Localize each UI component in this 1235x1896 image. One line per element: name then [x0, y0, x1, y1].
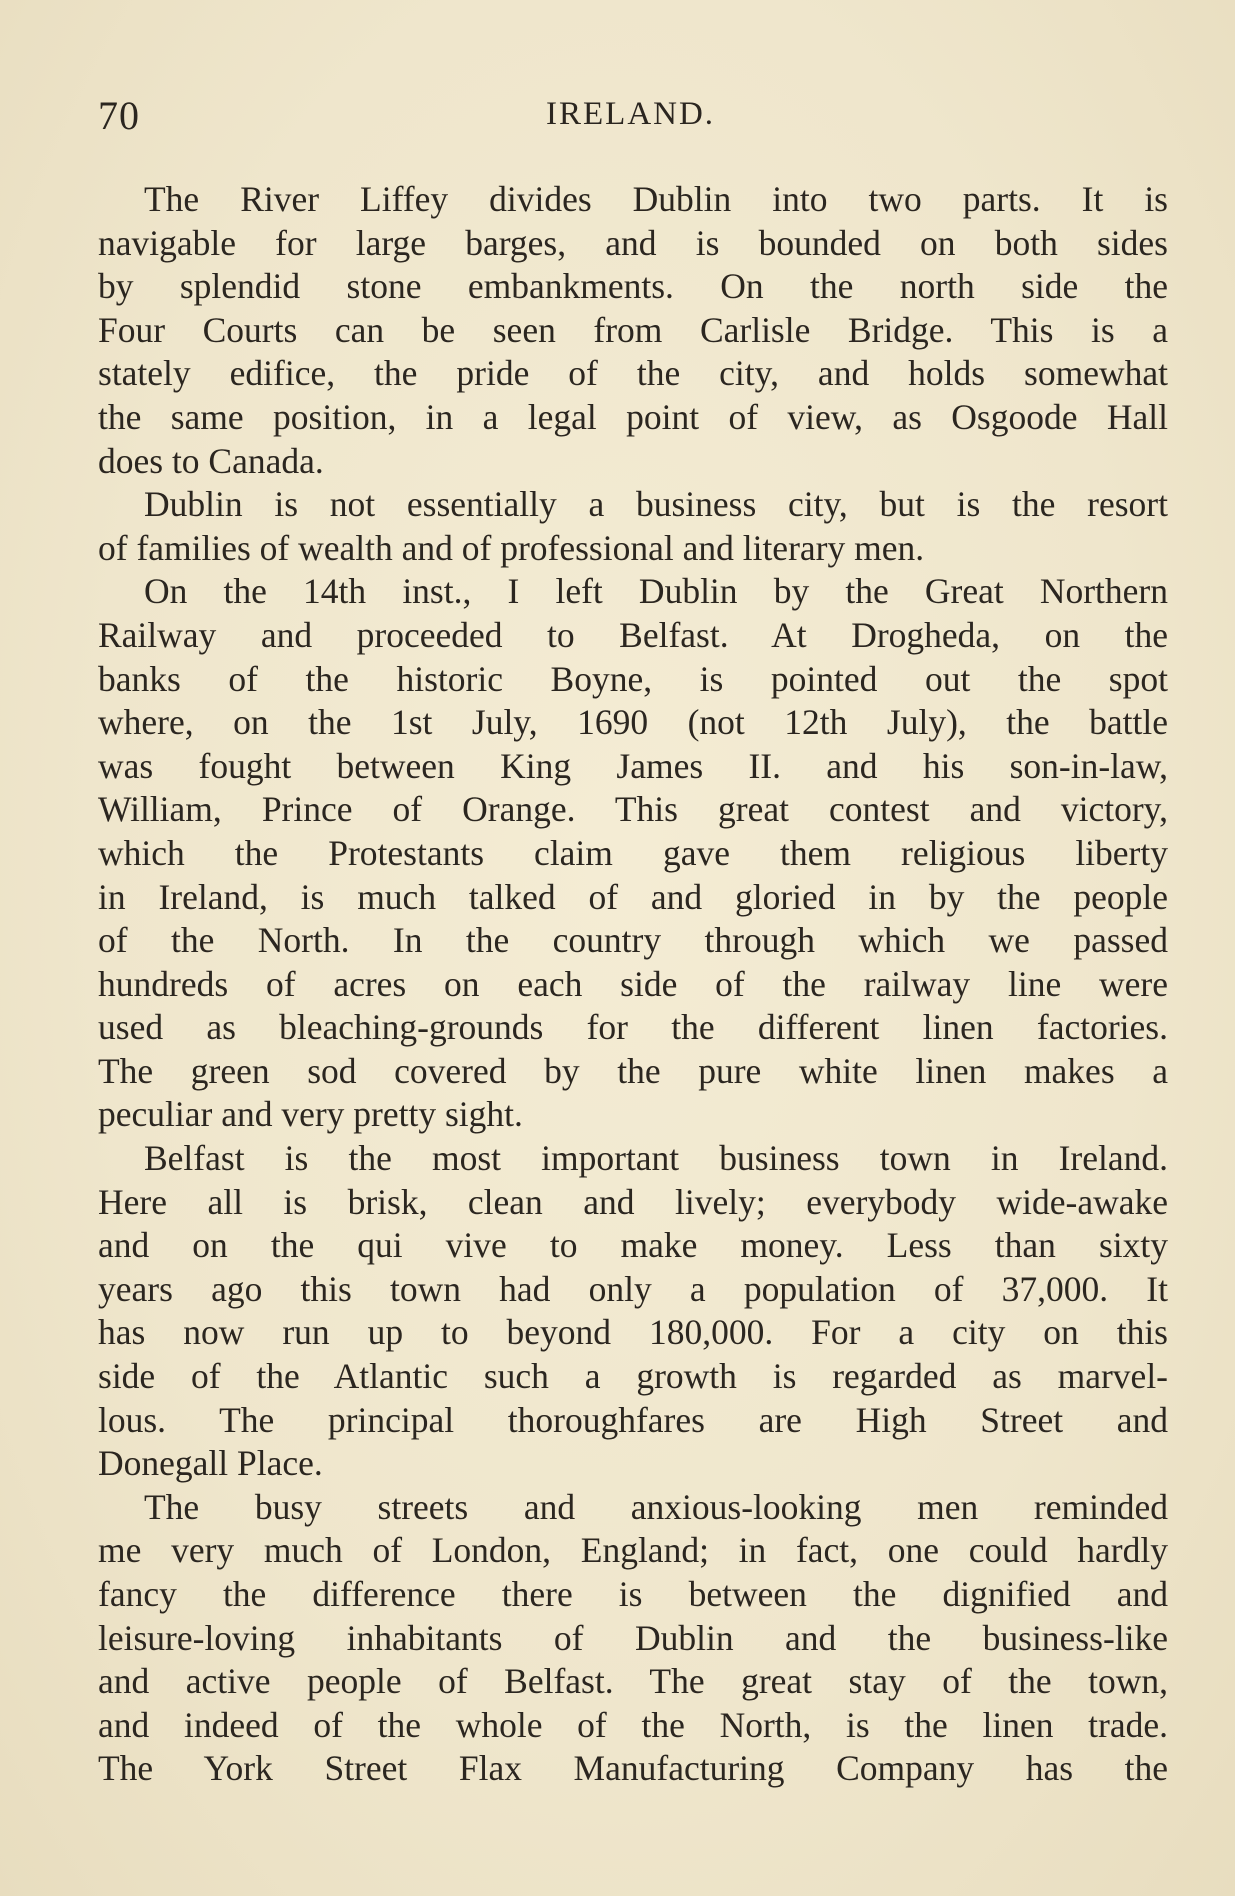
text-line: Belfast is the most important business town in Ireland. — [144, 1138, 1168, 1179]
text-line: leisure-loving inhabitants of Dublin and the business-like — [98, 1617, 1168, 1658]
text-line: of the North. In the country through which we passed — [98, 920, 1168, 961]
text-line: stately edifice, the pride of the city, and holds somewhat — [98, 353, 1168, 394]
text-line: peculiar and very pretty sight. — [98, 1094, 523, 1135]
text-line: navigable for large barges, and is bounded on both sides — [98, 222, 1168, 263]
text-line: and on the qui vive to make money. Less than sixty — [98, 1225, 1168, 1266]
text-line: which the Protestants claim gave them religious liberty — [98, 832, 1168, 873]
text-line: me very much of London, England; in fact, one could hardly — [98, 1530, 1168, 1571]
text-line: Railway and proceeded to Belfast. At Drogheda, on the — [98, 614, 1168, 655]
text-line: banks of the historic Boyne, is pointed out the spot — [98, 658, 1168, 699]
page-number: 70 — [98, 93, 140, 138]
text-line: and active people of Belfast. The great stay of the town, — [98, 1661, 1168, 1702]
text-line: hundreds of acres on each side of the railway line were — [98, 963, 1168, 1004]
text-line: fancy the difference there is between the dignified and — [98, 1574, 1168, 1614]
text-line: Dublin is not essentially a business city, but is the resort — [144, 484, 1168, 525]
body-text — [98, 178, 1168, 1791]
text-line: has now run up to beyond 180,000. For a city on this — [98, 1312, 1168, 1353]
text-line: The busy streets and anxious-looking men reminded — [144, 1486, 1168, 1527]
text-line: where, on the 1st July, 1690 (not 12th July), the battle — [98, 702, 1168, 743]
text-line: The River Liffey divides Dublin into two parts. It is — [144, 179, 1168, 219]
text-line: The green sod covered by the pure white linen makes a — [98, 1050, 1168, 1091]
text-line: The York Street Flax Manufacturing Company has the — [98, 1748, 1168, 1789]
text-line: and indeed of the whole of the North, is the linen trade. — [98, 1704, 1168, 1745]
text-line: lous. The principal thoroughfares are High Street and — [98, 1399, 1168, 1440]
running-title: IRELAND. — [546, 96, 716, 132]
running-head — [98, 92, 1168, 138]
text-line: Here all is brisk, clean and lively; everybody wide-awake — [98, 1181, 1168, 1222]
text-line: years ago this town had only a population of 37,000. It — [98, 1268, 1168, 1309]
text-line: side of the Atlantic such a growth is regarded as marvel- — [98, 1356, 1168, 1397]
text-line: William, Prince of Orange. This great contest and victory, — [98, 789, 1168, 830]
text-line: Four Courts can be seen from Carlisle Bridge. This is a — [98, 309, 1168, 350]
text-line: was fought between King James II. and his son-in-law, — [98, 745, 1168, 786]
text-line: by splendid stone embankments. On the north side the — [98, 266, 1168, 307]
text-line: used as bleaching-grounds for the different linen factories. — [98, 1007, 1168, 1048]
text-line: On the 14th inst., I left Dublin by the Great Northern — [144, 571, 1168, 612]
text-line: does to Canada. — [98, 440, 324, 481]
text-line: Donegall Place. — [98, 1443, 323, 1484]
text-line: in Ireland, is much talked of and gloried in by the people — [98, 876, 1168, 917]
text-line: the same position, in a legal point of view, as Osgoode Hall — [98, 396, 1168, 437]
text-line: of families of wealth and of professional and literary men. — [98, 527, 925, 568]
